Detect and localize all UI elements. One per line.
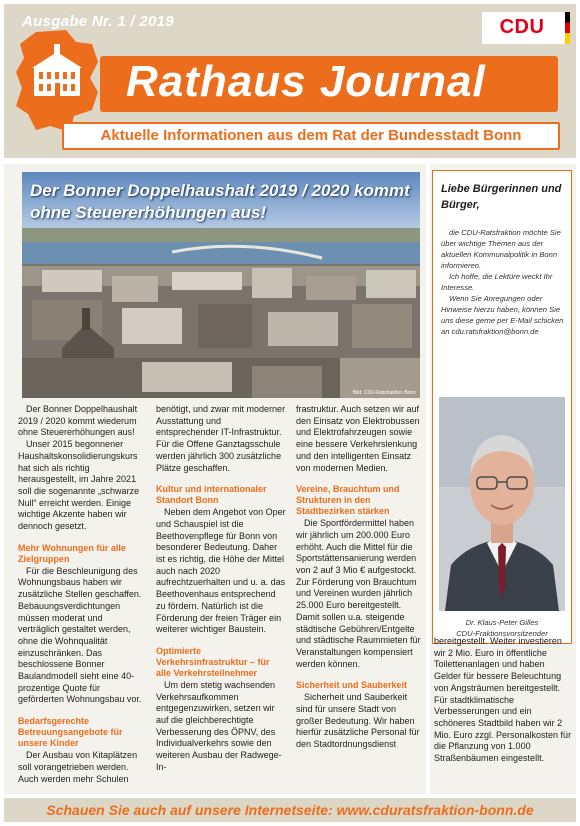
article-column-4	[434, 636, 574, 765]
letter-body	[441, 227, 565, 337]
paragraph: Um dem stetig wachsenden Verkehrsaufkommen entgegenzuwirken, setzen wir auf die gleichberechtigte Verbesserung des ÖPNV, des Individualverkehrs sowie den weiteren Ausbau der Radwege-In-	[156, 679, 282, 772]
paragraph: Neben dem Angebot von Oper und Schauspiel ist die Beethovenpflege für Bonn von besonderer Bedeutung. Daher ist es richtig, die Höhe der Mittel auch nach 2020 aufrechtzuerhalten und u. a. das Beethovenhaus entsprechend zu fördern. Natürlich ist die Förderung der freien Träger ein weiterer wichtiger Baustein.	[156, 507, 286, 635]
paragraph: Der Bonner Doppelhaushalt 2019 / 2020 kommt wiederum ohne Steuererhöhungen aus!	[18, 404, 138, 438]
paragraph: benötigt, und zwar mit moderner Ausstattung und entsprechender IT-Infrastruktur. Für die Offene Ganztagsschule werden jährlich 300 zusätzliche Plätze geschaffen.	[156, 404, 286, 473]
paragraph: die CDU-Ratsfraktion möchte Sie über wichtige Themen aus der aktuellen Kommunalpolitik in Bonn informieren.	[441, 228, 561, 270]
paragraph: Sicherheit und Sauberkeit sind für unsere Stadt von großer Bedeutung. Wir haben hierfür zusätzliche Personal für den Stadtordnungsdienst	[296, 692, 420, 750]
masthead	[4, 4, 576, 158]
subtitle-banner	[62, 122, 560, 150]
article-column-2	[156, 404, 286, 774]
section-heading: Kultur und internationaler Standort Bonn	[156, 484, 267, 506]
cdu-logo-text: CDU	[499, 16, 545, 38]
section-heading: Sicherheit und Sauberkeit	[296, 680, 408, 691]
paragraph: Unser 2015 begonnener Haushaltskonsolidierungskurs hat sich als richtig herausgestellt, im Jahre 2021 soll die sogenannte „schwarze Null“ erreicht werden. Einige wichtige Akzente haben wir dennoch gesetzt.	[18, 439, 140, 532]
portrait-illustration	[439, 397, 565, 611]
german-flag-stripe	[565, 12, 570, 44]
paragraph: Für die Beschleunigung des Wohnungsbaus haben wir zusätzliche Stellen geschaffen. Bebauungsverdichtungen müssen moderat und verträglich gestaltet werden, ohne die Wohnqualität einzuschränken. Das beschlossene Bonner Baulandmodell sieht eine 40-prozentige Quote für geförderten Wohnungsbau vor.	[18, 565, 142, 705]
paragraph: Ich hoffe, die Lektüre weckt Ihr Interesse.	[441, 272, 553, 292]
section-heading: Mehr Wohnungen für alle Zielgruppen	[18, 542, 126, 564]
article-column-1	[18, 404, 146, 785]
paragraph: Wenn Sie Anregungen oder Hinweise hierzu haben, können Sie uns diese gerne per E-Mail schicken an cdu.ratsfraktion@bonn.de	[441, 294, 564, 336]
chairman-portrait	[439, 397, 565, 611]
welcome-letter-box	[432, 170, 572, 644]
article-headline: Der Bonner Doppelhaushalt 2019 / 2020 kommt ohne Steuererhöhungen aus!	[30, 181, 410, 222]
section-heading: Vereine, Brauchtum und Strukturen in den Stadtbezirken stärken	[296, 484, 400, 517]
section-heading: Optimierte Verkehrsinfrastruktur – für alle Verkehrsteilnehmer	[156, 645, 270, 678]
paragraph: frastruktur. Auch setzen wir auf den Einsatz von Elektrobussen und Elektrofahrzeugen sowie eine bessere Verkehrslenkung und den intelligenten Einsatz von modernen Medien.	[296, 404, 420, 473]
article-column-3	[296, 404, 424, 751]
section-heading: Bedarfsgerechte Betreuungsangebote für unsere Kinder	[18, 716, 123, 749]
paragraph: Der Ausbau von Kitaplätzen soll vorangetrieben werden. Auch werden mehr Schulen	[18, 750, 138, 784]
paragraph: Die Sportfördermittel haben wir jährlich um 200.000 Euro erhöht. Auch die Mittel für die Sportstättensanierung werden von 2 auf 3 Mio € aufgestockt. Zur Förderung von Brauchtum und Vereinen wurden jährlich 25.000 Euro bereitgestellt. Damit sollen u.a. steigende städtische Gebühren/Entgelte und städtische Raummieten für Veranstaltungen kompensiert werden können.	[296, 518, 421, 669]
title-banner	[100, 56, 558, 112]
caption-name: Dr. Klaus-Peter Gilles	[465, 618, 539, 627]
letter-greeting: Liebe Bürgerinnen und Bürger,	[441, 183, 562, 211]
photo-credit: Bild: CDU-Ratsfraktion Bonn	[352, 390, 416, 396]
footer-banner	[4, 798, 576, 822]
town-hall-emblem-icon	[14, 28, 100, 134]
subtitle: Aktuelle Informationen aus dem Rat der Bundesstadt Bonn	[100, 127, 522, 144]
bonn-cityscape-photo	[22, 172, 420, 398]
paragraph: bereitgestellt. Weiter investieren wir 2 Mio. Euro in öffentliche Toilettenanlagen und haben Gelder für bessere Beleuchtung von Angsträumen bereitgestellt. Für stadtklimatische Verbesserungen und ein schöneres Stadtbild haben wir 2 Mio. Euro zzgl. Personalkosten für die Pflanzung von 1.000 Straßenbäumen eingestellt.	[434, 636, 572, 764]
issue-label: Ausgabe Nr. 1 / 2019	[22, 13, 174, 30]
website-link-text[interactable]: Schauen Sie auch auf unsere Internetseite: www.cduratsfraktion-bonn.de	[46, 802, 534, 818]
caption-role: CDU-Fraktionsvorsitzender	[456, 629, 548, 638]
cdu-logo	[482, 12, 570, 44]
main-article	[4, 164, 426, 794]
journal-title: Rathaus Journal	[126, 57, 486, 106]
